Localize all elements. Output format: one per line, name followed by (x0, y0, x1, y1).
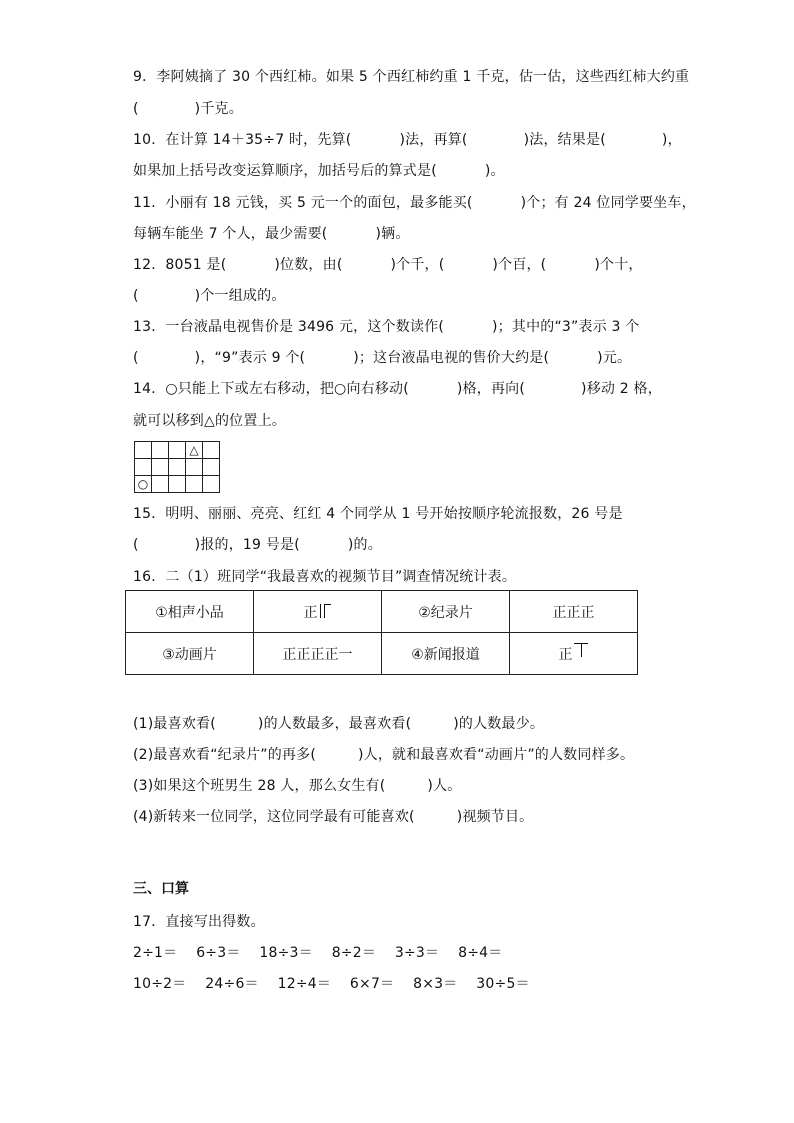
table-row (126, 633, 638, 675)
q17-title: 17．直接写出得数。 (133, 914, 265, 930)
q15-line2: ( )报的，19 号是( )的。 (133, 537, 382, 553)
q17-row2: 10÷2＝ 24÷6＝ 12÷4＝ 6×7＝ 8×3＝ 30÷5＝ (133, 976, 530, 992)
q16-sub4: (4)新转来一位同学，这位同学最有可能喜欢( )视频节目。 (133, 809, 534, 825)
triangle-icon: △ (186, 442, 203, 459)
q11-line1: 11．小丽有 18 元钱，买 5 元一个的面包，最多能买( )个；有 24 位同学要坐车， (133, 195, 696, 211)
tally-cell: 正正正 (510, 591, 638, 633)
q15-line1: 15．明明、丽丽、亮亮、红红 4 个同学从 1 号开始按顺序轮流报数，26 号是 (133, 506, 623, 522)
q16-title: 16．二（1）班同学“我最喜欢的视频节目”调查情况统计表。 (133, 569, 517, 585)
q14-line1: 14．○只能上下或左右移动，把○向右移动( )格，再向( )移动 2 格， (133, 381, 662, 397)
table-cell: ②纪录片 (382, 591, 510, 633)
tally-table (125, 590, 638, 675)
q11-line2: 每辆车能坐 7 个人，最少需要( )辆。 (133, 226, 410, 242)
q10-line1: 10．在计算 14＋35÷7 时，先算( )法，再算( )法，结果是( )， (133, 132, 682, 148)
movement-grid (134, 441, 220, 493)
tally-cell: 正 (254, 591, 382, 633)
q9-line1: 9．李阿姨摘了 30 个西红柿。如果 5 个西红柿约重 1 千克，估一估，这些西红柿大约重 (133, 69, 690, 85)
table-cell: ③动画片 (126, 633, 254, 675)
tally-cell: 正 (510, 633, 638, 675)
table-row (126, 591, 638, 633)
table-cell: ④新闻报道 (382, 633, 510, 675)
q16-sub1: (1)最喜欢看( )的人数最多，最喜欢看( )的人数最少。 (133, 716, 545, 732)
section-heading: 三、口算 (133, 881, 189, 897)
q13-line1: 13．一台液晶电视售价是 3496 元，这个数读作( )；其中的“3”表示 3 个 (133, 319, 640, 335)
q12-line1: 12．8051 是( )位数，由( )个千，( )个百，( )个十， (133, 257, 643, 273)
q13-line2: ( )，“9”表示 9 个( )；这台液晶电视的售价大约是( )元。 (133, 350, 632, 366)
q12-line2: ( )个一组成的。 (133, 288, 286, 304)
q10-line2: 如果加上括号改变运算顺序，加括号后的算式是( )。 (133, 163, 505, 179)
table-cell: ①相声小品 (126, 591, 254, 633)
tally-cell: 正正正正一 (254, 633, 382, 675)
circle-icon: ○ (135, 476, 152, 493)
q16-sub3: (3)如果这个班男生 28 人，那么女生有( )人。 (133, 778, 462, 794)
q14-line2: 就可以移到△的位置上。 (133, 413, 286, 429)
q9-line2: ( )千克。 (133, 101, 243, 117)
q16-sub2: (2)最喜欢看“纪录片”的再多( )人，就和最喜欢看“动画片”的人数同样多。 (133, 747, 635, 763)
q17-row1: 2÷1＝ 6÷3＝ 18÷3＝ 8÷2＝ 3÷3＝ 8÷4＝ (133, 945, 503, 961)
